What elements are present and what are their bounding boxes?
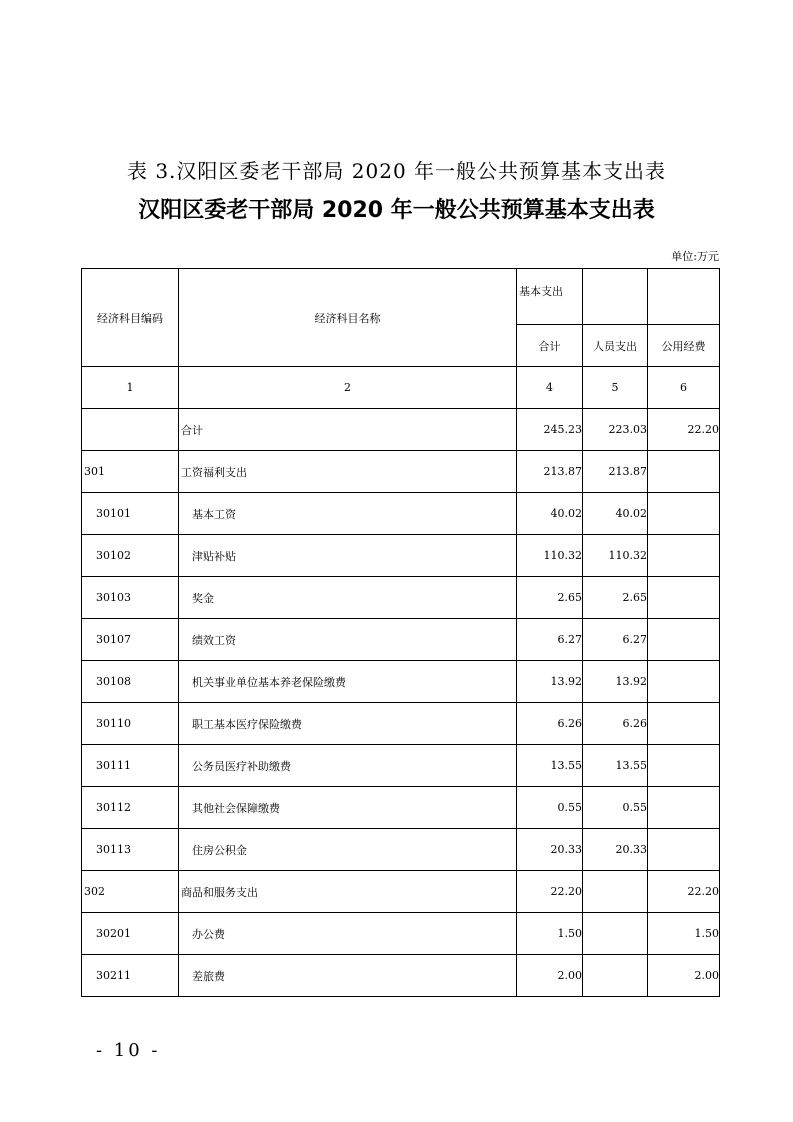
row-public-cell: 2.00 bbox=[648, 955, 720, 997]
expenditure-table bbox=[81, 268, 720, 997]
row-public-cell bbox=[648, 703, 720, 745]
row-code-cell: 30111 bbox=[82, 745, 179, 787]
table-row bbox=[82, 535, 720, 577]
row-name-cell: 公务员医疗补助缴费 bbox=[179, 745, 517, 787]
row-total-cell: 40.02 bbox=[517, 493, 583, 535]
row-public-cell bbox=[648, 661, 720, 703]
row-public-cell bbox=[648, 829, 720, 871]
row-personnel-cell: 40.02 bbox=[583, 493, 648, 535]
table-row bbox=[82, 661, 720, 703]
row-public-cell bbox=[648, 451, 720, 493]
row-code-cell: 30110 bbox=[82, 703, 179, 745]
row-personnel-cell: 110.32 bbox=[583, 535, 648, 577]
row-personnel-cell bbox=[583, 913, 648, 955]
row-total-cell: 0.55 bbox=[517, 787, 583, 829]
header-name: 经济科目名称 bbox=[179, 269, 517, 367]
row-code-cell: 30101 bbox=[82, 493, 179, 535]
row-personnel-cell bbox=[583, 871, 648, 913]
row-public-cell bbox=[648, 619, 720, 661]
row-total-cell: 20.33 bbox=[517, 829, 583, 871]
header-blank-2 bbox=[648, 269, 720, 325]
row-total-cell: 1.50 bbox=[517, 913, 583, 955]
row-name-cell: 合计 bbox=[179, 409, 517, 451]
row-name-cell: 其他社会保障缴费 bbox=[179, 787, 517, 829]
row-personnel-cell: 6.27 bbox=[583, 619, 648, 661]
row-personnel-cell: 6.26 bbox=[583, 703, 648, 745]
row-name-cell: 绩效工资 bbox=[179, 619, 517, 661]
header-blank-1 bbox=[583, 269, 648, 325]
row-name-cell: 职工基本医疗保险缴费 bbox=[179, 703, 517, 745]
row-total-cell: 2.00 bbox=[517, 955, 583, 997]
row-public-cell: 22.20 bbox=[648, 871, 720, 913]
row-code-cell: 30103 bbox=[82, 577, 179, 619]
header-total: 合计 bbox=[517, 325, 583, 367]
table-row bbox=[82, 871, 720, 913]
row-name-cell: 基本工资 bbox=[179, 493, 517, 535]
table-row bbox=[82, 745, 720, 787]
table-caption: 表 3.汉阳区委老干部局 2020 年一般公共预算基本支出表 bbox=[126, 159, 667, 183]
table-row bbox=[82, 409, 720, 451]
header-personnel: 人员支出 bbox=[583, 325, 648, 367]
row-personnel-cell: 213.87 bbox=[583, 451, 648, 493]
row-total-cell: 13.55 bbox=[517, 745, 583, 787]
row-total-cell: 245.23 bbox=[517, 409, 583, 451]
row-public-cell bbox=[648, 787, 720, 829]
row-personnel-cell: 223.03 bbox=[583, 409, 648, 451]
row-code-cell: 30102 bbox=[82, 535, 179, 577]
index-cell: 2 bbox=[179, 367, 517, 409]
table-row bbox=[82, 703, 720, 745]
table-row bbox=[82, 787, 720, 829]
index-cell: 5 bbox=[583, 367, 648, 409]
row-code-cell: 302 bbox=[82, 871, 179, 913]
row-code-cell: 30113 bbox=[82, 829, 179, 871]
row-total-cell: 6.26 bbox=[517, 703, 583, 745]
row-personnel-cell: 13.55 bbox=[583, 745, 648, 787]
row-personnel-cell: 2.65 bbox=[583, 577, 648, 619]
row-code-cell: 30211 bbox=[82, 955, 179, 997]
table-row bbox=[82, 493, 720, 535]
row-name-cell: 津贴补贴 bbox=[179, 535, 517, 577]
row-code-cell: 30201 bbox=[82, 913, 179, 955]
row-code-cell: 30112 bbox=[82, 787, 179, 829]
table-row bbox=[82, 829, 720, 871]
row-public-cell: 22.20 bbox=[648, 409, 720, 451]
row-personnel-cell: 20.33 bbox=[583, 829, 648, 871]
row-total-cell: 6.27 bbox=[517, 619, 583, 661]
unit-label: 单位:万元 bbox=[671, 250, 719, 263]
row-name-cell: 住房公积金 bbox=[179, 829, 517, 871]
row-total-cell: 2.65 bbox=[517, 577, 583, 619]
row-personnel-cell bbox=[583, 955, 648, 997]
row-public-cell bbox=[648, 535, 720, 577]
row-public-cell bbox=[648, 493, 720, 535]
row-public-cell bbox=[648, 577, 720, 619]
page-title: 汉阳区委老干部局 2020 年一般公共预算基本支出表 bbox=[138, 198, 655, 223]
row-code-cell bbox=[82, 409, 179, 451]
index-row bbox=[82, 367, 720, 409]
page-number: - 10 - bbox=[96, 1040, 161, 1061]
table-row bbox=[82, 955, 720, 997]
table-row bbox=[82, 451, 720, 493]
row-public-cell: 1.50 bbox=[648, 913, 720, 955]
row-total-cell: 13.92 bbox=[517, 661, 583, 703]
row-personnel-cell: 13.92 bbox=[583, 661, 648, 703]
row-public-cell bbox=[648, 745, 720, 787]
row-total-cell: 110.32 bbox=[517, 535, 583, 577]
row-name-cell: 机关事业单位基本养老保险缴费 bbox=[179, 661, 517, 703]
row-total-cell: 213.87 bbox=[517, 451, 583, 493]
table-row bbox=[82, 577, 720, 619]
row-code-cell: 301 bbox=[82, 451, 179, 493]
index-cell: 6 bbox=[648, 367, 720, 409]
row-total-cell: 22.20 bbox=[517, 871, 583, 913]
row-code-cell: 30107 bbox=[82, 619, 179, 661]
row-code-cell: 30108 bbox=[82, 661, 179, 703]
row-name-cell: 工资福利支出 bbox=[179, 451, 517, 493]
row-name-cell: 奖金 bbox=[179, 577, 517, 619]
row-name-cell: 商品和服务支出 bbox=[179, 871, 517, 913]
table-row bbox=[82, 913, 720, 955]
row-name-cell: 差旅费 bbox=[179, 955, 517, 997]
header-basic: 基本支出 bbox=[517, 269, 583, 325]
row-name-cell: 办公费 bbox=[179, 913, 517, 955]
header-public: 公用经费 bbox=[648, 325, 720, 367]
index-cell: 1 bbox=[82, 367, 179, 409]
table-row bbox=[82, 619, 720, 661]
index-cell: 4 bbox=[517, 367, 583, 409]
row-personnel-cell: 0.55 bbox=[583, 787, 648, 829]
header-code: 经济科目编码 bbox=[82, 269, 179, 367]
